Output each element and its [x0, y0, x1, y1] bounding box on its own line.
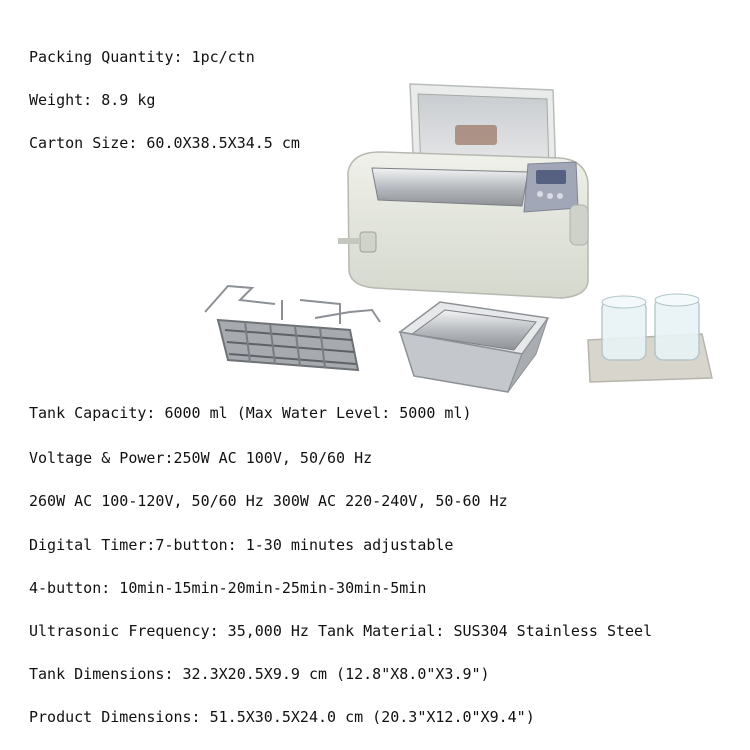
spec-timer-buttons: 4-button: 10min-15min-20min-25min-30min-5min	[29, 579, 427, 597]
stainless-tray-image	[400, 302, 548, 392]
beaker-stand-image	[588, 294, 712, 382]
spec-carton-size: Carton Size: 60.0X38.5X34.5 cm	[29, 134, 300, 152]
spec-tank-dimensions: Tank Dimensions: 32.3X20.5X9.9 cm (12.8"X8.0"X3.9")	[29, 665, 490, 683]
spec-packing-quantity: Packing Quantity: 1pc/ctn	[29, 48, 255, 66]
spec-weight: Weight: 8.9 kg	[29, 91, 156, 109]
spec-voltage-power: Voltage & Power:250W AC 100V, 50/60 Hz	[29, 449, 373, 467]
spec-digital-timer: Digital Timer:7-button: 1-30 minutes adjustable	[29, 536, 454, 554]
spec-voltage-power-2: 260W AC 100-120V, 50/60 Hz 300W AC 220-240V, 50-60 Hz	[29, 492, 508, 510]
ultrasonic-cleaner-image	[338, 84, 588, 298]
spec-product-dimensions: Product Dimensions: 51.5X30.5X24.0 cm (20.3"X12.0"X9.4")	[29, 708, 535, 726]
cleaning-basket-image	[205, 286, 380, 370]
spec-tank-capacity: Tank Capacity: 6000 ml (Max Water Level: 5000 ml)	[29, 404, 472, 422]
spec-frequency-material: Ultrasonic Frequency: 35,000 Hz Tank Material: SUS304 Stainless Steel	[29, 622, 653, 640]
